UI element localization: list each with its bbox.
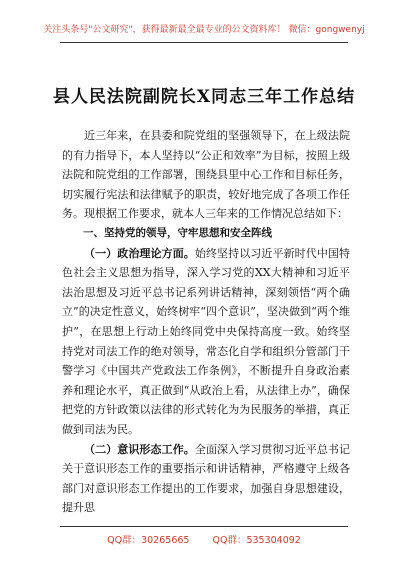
header-promo-note: 关注头条号"公文研究"，获得最新最全最专业的公文资料库！ 微信：gongwenyj <box>43 25 365 35</box>
intro-paragraph: 近三年来，在县委和院党组的坚强领导下，在上级法院的有力指导下，本人坚持以“公正和效率”为目标，按照上级法院和院党组的工作部署，围绕县里中心工作和目标任务，切实履行宪法和法律赋予的职责，较好地完成了各项工作任务。现根据工作要求，就本人三年来的工作情况总结如下： <box>62 129 350 221</box>
document-body <box>62 126 350 518</box>
subsection-text-2: 全面深入学习贯彻习近平总书记关于意识形态工作的重要指示和讲话精神，严格遵守上级各部门对意识形态工作提出的工作要求，加强自身思想建设，提升思 <box>62 442 351 515</box>
footer-qq-group-2: QQ群：535304092 <box>212 535 301 546</box>
section-heading-1: 一、坚持党的领导，守牢思想和安全阵线 <box>83 226 272 239</box>
subsection-text-1: 始终坚持以习近平新时代中国特色社会主义思想为指导，深入学习党的XX大精神和习近平法治思想及习近平总书记系列讲话精神，深刻领悟“两个确立”的决定性意义，始终树牢“四个意识”，坚决做到“两个维护”，在思想上行动上始终同党中央保持高度一致。始终坚持党对司法工作的绝对领导，常态化自学和组织分管部门干警学习《中国共产党政法工作条例》，不断提升自身政治素养和理论水平，真正做到“从政治上看，从法律上办”，确保把党的方针政策以法律的形式转化为为民服务的举措，真正做到司法为民。 <box>62 246 351 436</box>
page-title: 县人民法院副院长X同志三年工作总结 <box>52 87 356 107</box>
subsection-heading-2: （二）意识形态工作。 <box>84 442 195 456</box>
footer-divider <box>60 526 348 527</box>
footer-contact <box>0 532 408 546</box>
footer-qq-group-1: QQ群：30265665 <box>107 535 190 546</box>
subsection-paragraph-1 <box>62 244 350 440</box>
subsection-heading-1: （一）政治理论方面。 <box>84 246 195 260</box>
header-divider <box>60 42 348 43</box>
subsection-paragraph-2 <box>62 440 350 518</box>
